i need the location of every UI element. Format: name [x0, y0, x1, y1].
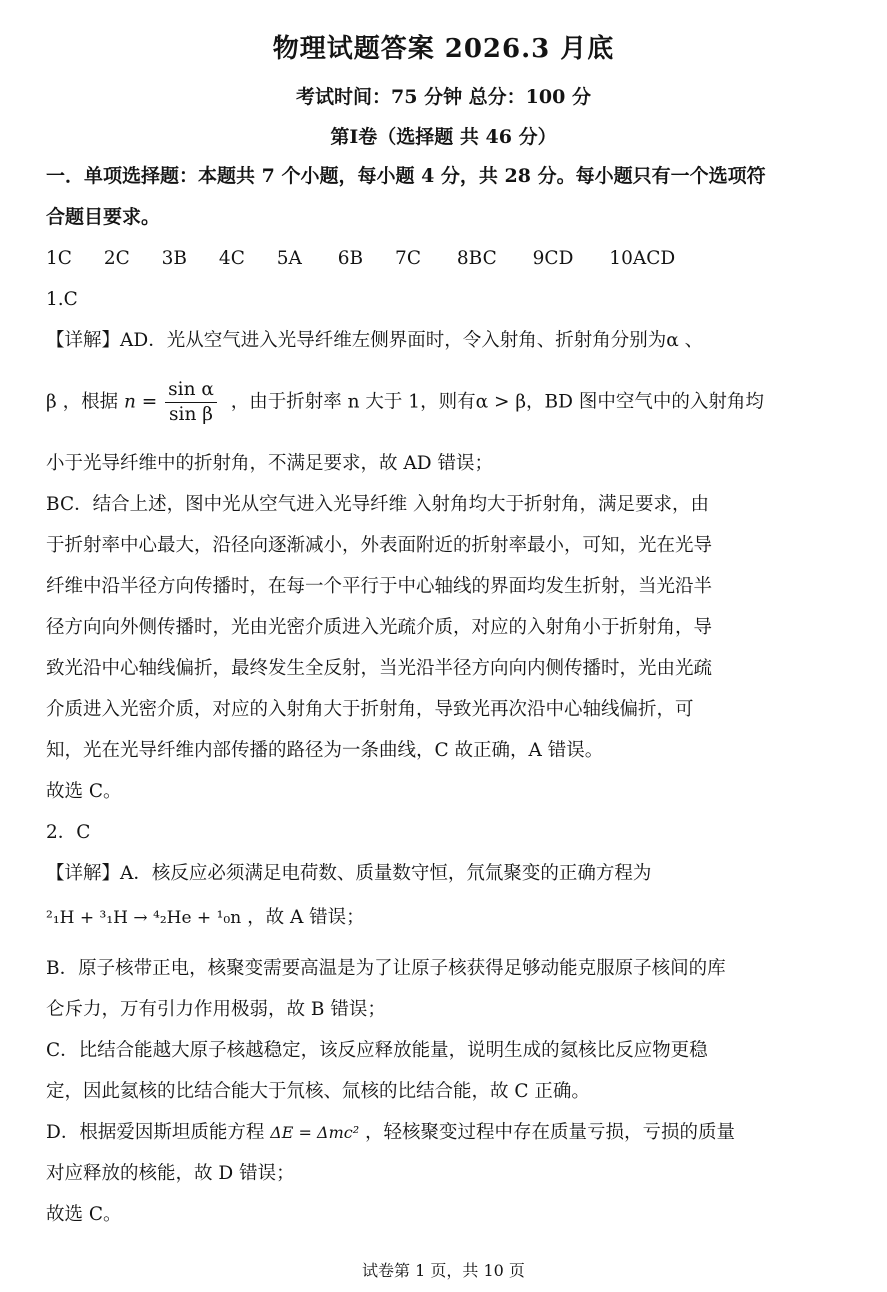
- q1-line-post: ，由于折射率 n 大于 1，则有α > β，BD 图中空气中的入射角均: [230, 391, 764, 413]
- mass-energy-formula: ΔE = Δmc²: [270, 1123, 360, 1142]
- q2-line: 定，因此氦核的比结合能大于氘核、氚核的比结合能，故 C 正确。: [46, 1081, 590, 1102]
- answer-item: 3B: [161, 248, 188, 269]
- answer-item: 5A: [276, 248, 302, 269]
- formula-lhs: n =: [123, 391, 158, 413]
- q1-line: BC．结合上述，图中光从空气进入光导纤维 入射角均大于折射角，满足要求，由: [46, 494, 709, 515]
- answer-item: 6B: [337, 248, 364, 269]
- q2-equation-line: [46, 906, 365, 930]
- q2-conclusion: 故选 C。: [46, 1204, 122, 1225]
- q1-line-pre: β ，根据: [46, 391, 119, 413]
- fraction-denominator: sin β: [169, 404, 213, 425]
- answer-item: 2C: [103, 248, 130, 269]
- q2-line: 对应释放的核能，故 D 错误；: [46, 1163, 295, 1184]
- refraction-fraction: [165, 379, 217, 426]
- q1-conclusion: 故选 C。: [46, 781, 122, 802]
- answer-item: 4C: [218, 248, 245, 269]
- exam-info: 考试时间：75 分钟 总分：100 分: [296, 86, 591, 108]
- q1-line: 知，光在光导纤维内部传播的路径为一条曲线，C 故正确，A 错误。: [46, 740, 604, 761]
- answer-item: 10ACD: [609, 248, 676, 269]
- fraction-numerator: sin α: [165, 379, 217, 403]
- q1-line: 介质进入光密介质，对应的入射角大于折射角，导致光再次沿中心轴线偏折，可: [46, 699, 694, 720]
- q1-label: 1.C: [46, 289, 78, 310]
- q2-line-post: ，故 A 错误；: [247, 907, 365, 928]
- q2-line-post: ，轻核聚变过程中存在质量亏损，亏损的质量: [365, 1122, 736, 1143]
- q2-line: 仑斥力，万有引力作用极弱，故 B 错误；: [46, 999, 386, 1020]
- page-title: 物理试题答案 2026.3 月底: [272, 34, 615, 64]
- q2-label: 2．C: [46, 822, 91, 843]
- q1-line: 【详解】AD．光从空气进入光导纤维左侧界面时，令入射角、折射角分别为α 、: [46, 330, 704, 351]
- fusion-equation: ²₁H + ³₁H → ⁴₂He + ¹₀n: [46, 908, 242, 928]
- q1-line: 径方向向外侧传播时，光由光密介质进入光疏介质，对应的入射角小于折射角，导: [46, 617, 713, 638]
- q2-line-pre: D．根据爱因斯坦质能方程: [46, 1122, 265, 1143]
- q1-formula-line: [46, 379, 764, 426]
- q1-line: 于折射率中心最大，沿径向逐渐减小，外表面附近的折射率最小，可知，光在光导: [46, 535, 713, 556]
- section-heading-line2: 合题目要求。: [46, 206, 161, 228]
- answer-key: [46, 247, 701, 271]
- answer-item: 7C: [395, 248, 421, 269]
- q1-line: 纤维中沿半径方向传播时，在每一个平行于中心轴线的界面均发生折射，当光沿半: [46, 576, 713, 597]
- volume-heading: 第I卷（选择题 共 46 分）: [330, 126, 557, 148]
- answer-item: 1C: [46, 248, 72, 269]
- q1-line: 小于光导纤维中的折射角，不满足要求，故 AD 错误；: [46, 453, 493, 474]
- q2-line: B．原子核带正电，核聚变需要高温是为了让原子核获得足够动能克服原子核间的库: [46, 958, 726, 979]
- section-heading-line1: 一．单项选择题：本题共 7 个小题，每小题 4 分，共 28 分。每小题只有一个选项符: [46, 165, 766, 187]
- page-footer: 试卷第 1 页，共 10 页: [362, 1261, 525, 1280]
- q1-line: 致光沿中心轴线偏折，最终发生全反射，当光沿半径方向向内侧传播时，光由光疏: [46, 658, 713, 679]
- q2-line: C．比结合能越大原子核越稳定，该反应释放能量，说明生成的氦核比反应物更稳: [46, 1040, 708, 1061]
- q2-line: 【详解】A．核反应必须满足电荷数、质量数守恒，氘氚聚变的正确方程为: [46, 863, 652, 884]
- q2-formula-line: [46, 1121, 735, 1145]
- answer-item: 9CD: [532, 248, 574, 269]
- answer-item: 8BC: [456, 248, 497, 269]
